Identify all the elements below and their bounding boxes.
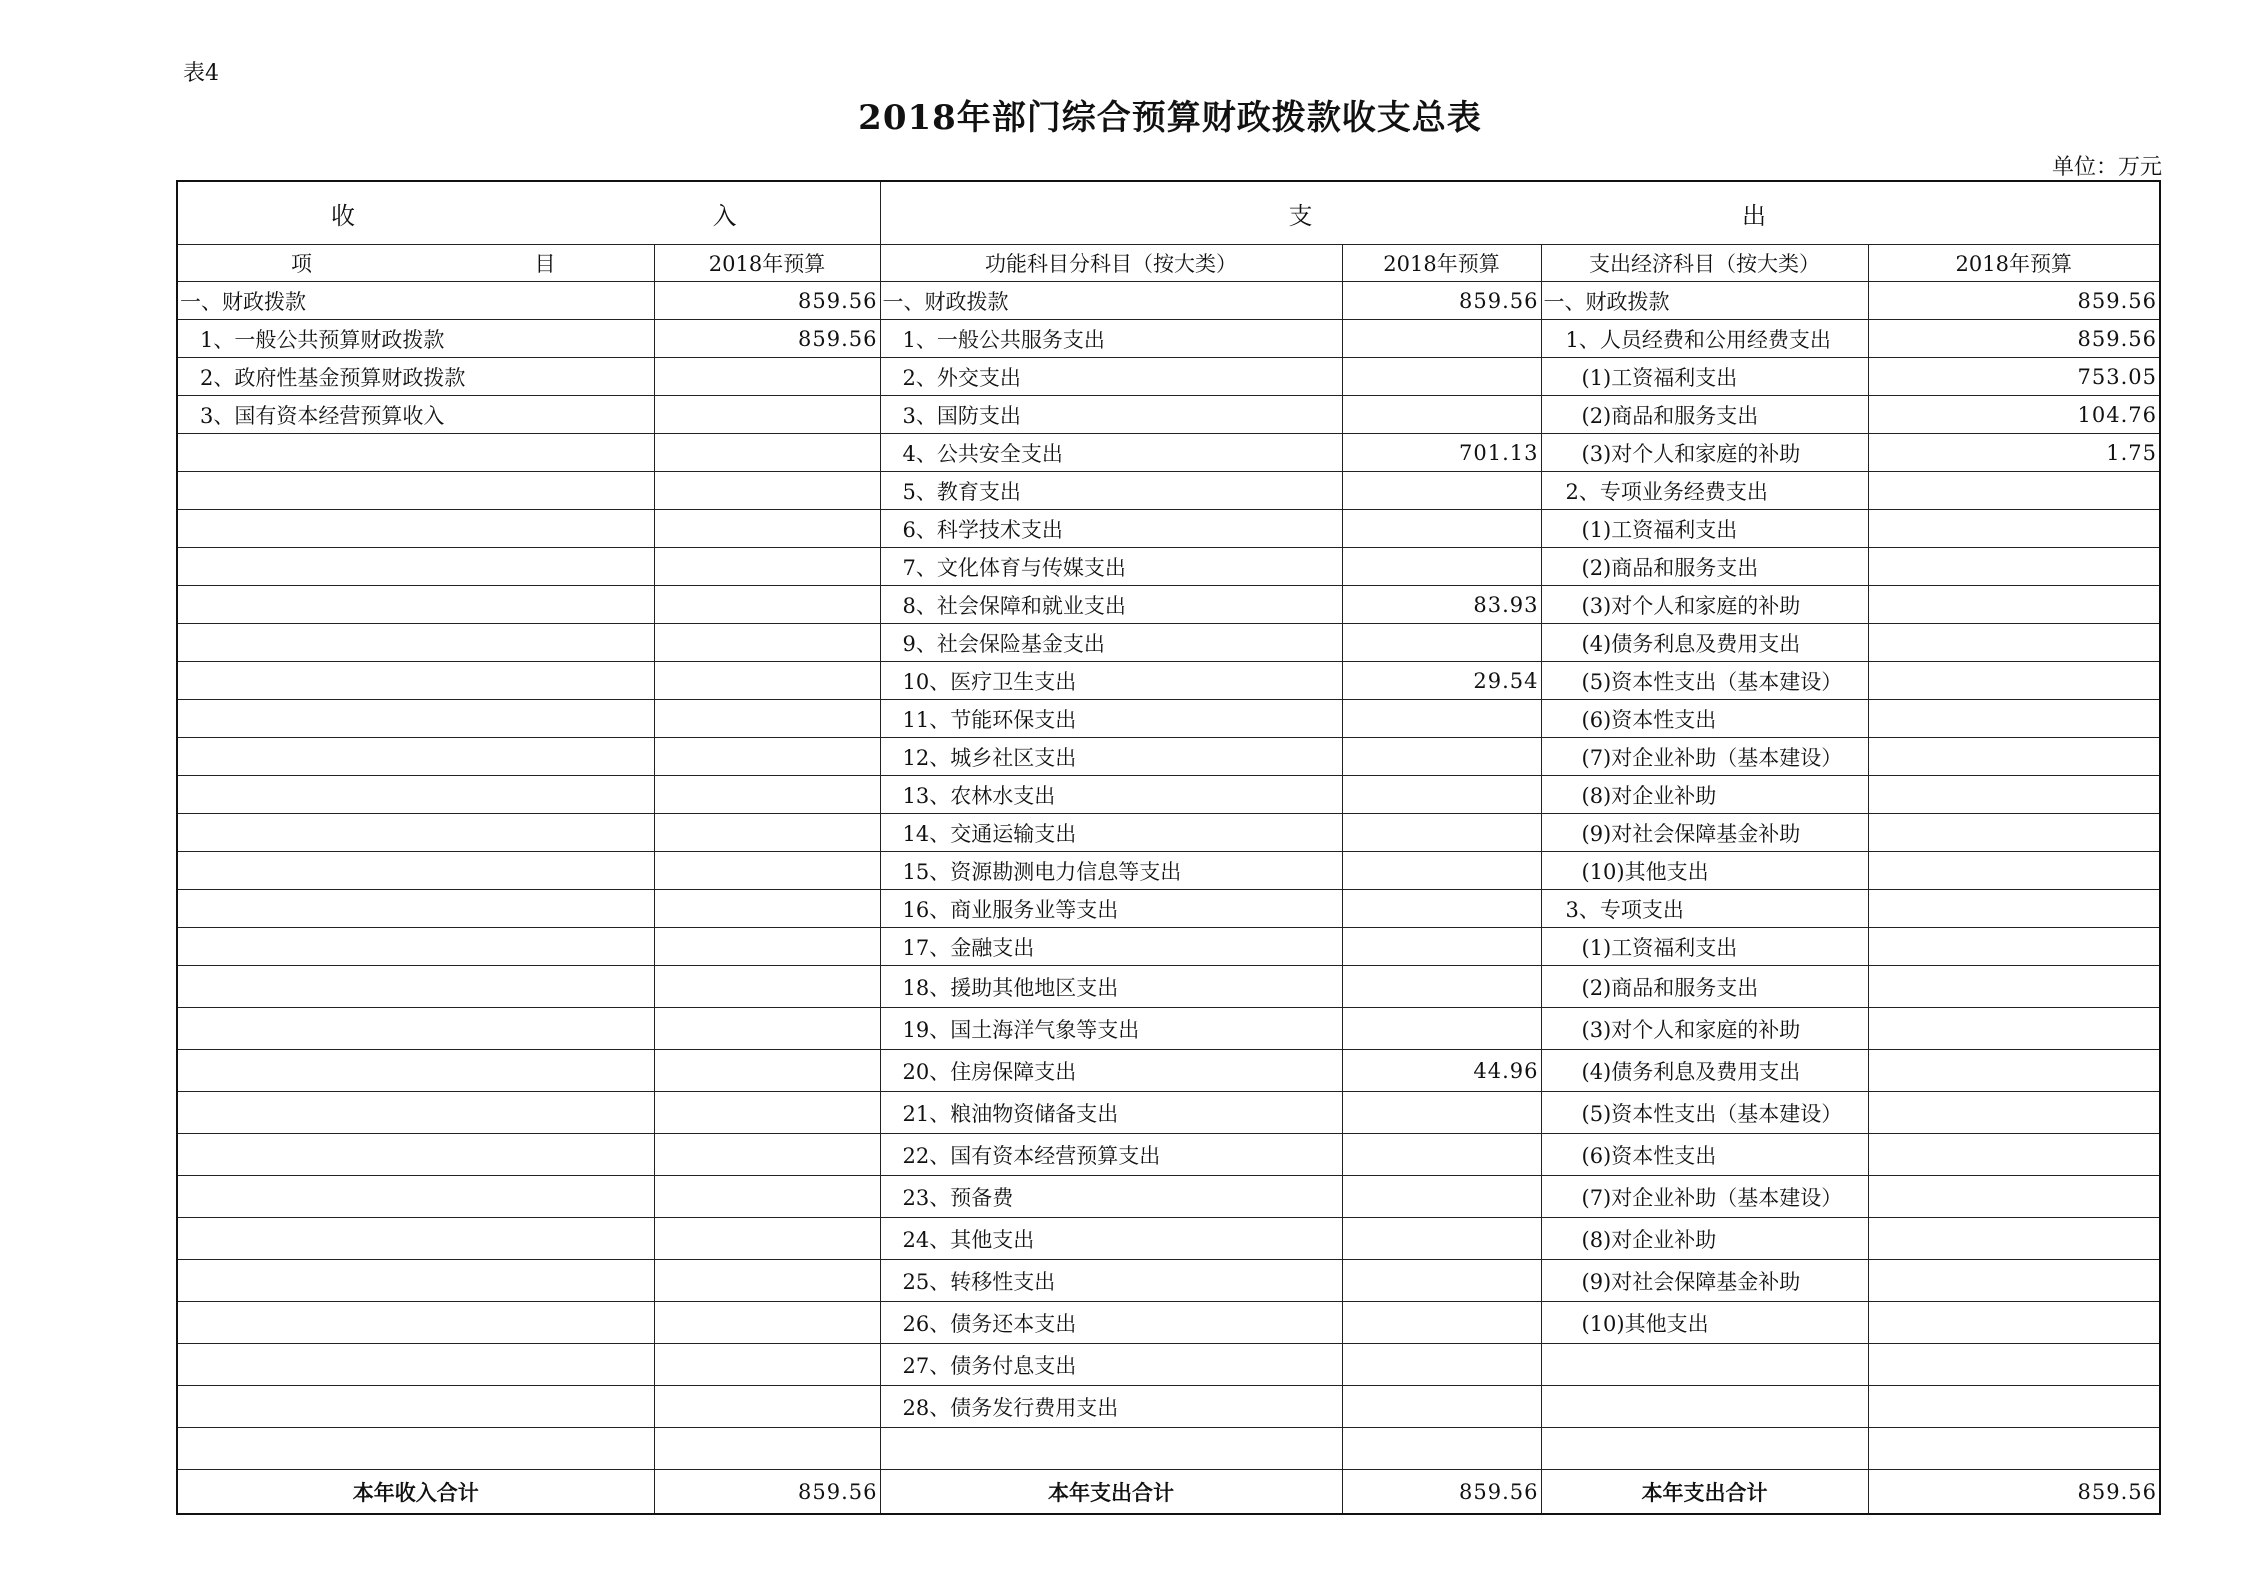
func-amount-cell xyxy=(1342,966,1541,1008)
func-amount-cell: 83.93 xyxy=(1342,586,1541,624)
econ-amount-cell xyxy=(1868,852,2160,890)
func-item-cell: 28、债务发行费用支出 xyxy=(880,1386,1342,1428)
col-header-item-right: 目 xyxy=(534,252,556,276)
econ-item-cell: (2)商品和服务支出 xyxy=(1541,396,1868,434)
func-amount-cell xyxy=(1342,1134,1541,1176)
func-item-cell: 13、农林水支出 xyxy=(880,776,1342,814)
table-row xyxy=(177,966,2160,1008)
table-row xyxy=(177,282,2160,320)
func-item-cell xyxy=(880,1428,1342,1470)
func-amount-cell xyxy=(1342,1092,1541,1134)
income-item-cell xyxy=(177,1050,654,1092)
econ-amount-cell xyxy=(1868,1092,2160,1134)
econ-item-cell: (4)债务利息及费用支出 xyxy=(1541,624,1868,662)
econ-amount-cell: 859.56 xyxy=(1868,320,2160,358)
econ-total-label: 本年支出合计 xyxy=(1541,1470,1868,1515)
header-row-sections xyxy=(177,181,2160,245)
econ-amount-cell xyxy=(1868,510,2160,548)
func-item-cell: 26、债务还本支出 xyxy=(880,1302,1342,1344)
table-row xyxy=(177,586,2160,624)
func-item-cell: 1、一般公共服务支出 xyxy=(880,320,1342,358)
budget-table xyxy=(176,180,2161,1515)
table-row xyxy=(177,1428,2160,1470)
expense-header-left: 支 xyxy=(1288,201,1313,230)
table-row xyxy=(177,738,2160,776)
table-row xyxy=(177,814,2160,852)
econ-item-cell: 2、专项业务经费支出 xyxy=(1541,472,1868,510)
econ-amount-cell xyxy=(1868,1218,2160,1260)
func-amount-cell xyxy=(1342,358,1541,396)
income-item-cell: 1、一般公共预算财政拨款 xyxy=(177,320,654,358)
econ-item-cell: (3)对个人和家庭的补助 xyxy=(1541,1008,1868,1050)
income-amount-cell xyxy=(654,548,880,586)
income-amount-cell xyxy=(654,1344,880,1386)
col-header-func: 功能科目分科目（按大类） xyxy=(880,245,1342,282)
econ-amount-cell: 1.75 xyxy=(1868,434,2160,472)
econ-item-cell xyxy=(1541,1428,1868,1470)
econ-item-cell: (7)对企业补助（基本建设） xyxy=(1541,1176,1868,1218)
econ-item-cell: (5)资本性支出（基本建设） xyxy=(1541,662,1868,700)
expense-header-right: 出 xyxy=(1742,201,1766,230)
income-item-cell xyxy=(177,1428,654,1470)
econ-item-cell: (2)商品和服务支出 xyxy=(1541,548,1868,586)
func-amount-cell xyxy=(1342,700,1541,738)
unit-label: 单位：万元 xyxy=(2051,155,2162,180)
econ-item-cell: (10)其他支出 xyxy=(1541,852,1868,890)
econ-amount-cell: 753.05 xyxy=(1868,358,2160,396)
col-header-item xyxy=(177,245,654,282)
page-label: 表4 xyxy=(183,61,219,86)
table-row xyxy=(177,1176,2160,1218)
func-item-cell: 14、交通运输支出 xyxy=(880,814,1342,852)
econ-amount-cell xyxy=(1868,1134,2160,1176)
table-row xyxy=(177,700,2160,738)
func-amount-cell xyxy=(1342,548,1541,586)
income-item-cell xyxy=(177,510,654,548)
econ-amount-cell xyxy=(1868,890,2160,928)
func-item-cell: 11、节能环保支出 xyxy=(880,700,1342,738)
func-item-cell: 7、文化体育与传媒支出 xyxy=(880,548,1342,586)
func-amount-cell xyxy=(1342,1428,1541,1470)
income-amount-cell xyxy=(654,586,880,624)
table-row xyxy=(177,624,2160,662)
income-amount-cell xyxy=(654,814,880,852)
income-amount-cell xyxy=(654,852,880,890)
econ-amount-cell xyxy=(1868,776,2160,814)
func-item-cell: 4、公共安全支出 xyxy=(880,434,1342,472)
income-item-cell xyxy=(177,776,654,814)
income-item-cell xyxy=(177,890,654,928)
table-row xyxy=(177,1092,2160,1134)
table-row xyxy=(177,928,2160,966)
func-item-cell: 12、城乡社区支出 xyxy=(880,738,1342,776)
income-item-cell: 一、财政拨款 xyxy=(177,282,654,320)
func-item-cell: 一、财政拨款 xyxy=(880,282,1342,320)
econ-total-amount: 859.56 xyxy=(1868,1470,2160,1515)
table-row xyxy=(177,890,2160,928)
income-amount-cell xyxy=(654,472,880,510)
income-header-right: 入 xyxy=(712,201,737,230)
econ-item-cell: 一、财政拨款 xyxy=(1541,282,1868,320)
func-item-cell: 24、其他支出 xyxy=(880,1218,1342,1260)
econ-amount-cell xyxy=(1868,586,2160,624)
income-item-cell xyxy=(177,928,654,966)
econ-item-cell: 3、专项支出 xyxy=(1541,890,1868,928)
econ-item-cell: (3)对个人和家庭的补助 xyxy=(1541,586,1868,624)
income-header-left: 收 xyxy=(331,201,355,230)
income-amount-cell xyxy=(654,1092,880,1134)
func-amount-cell xyxy=(1342,472,1541,510)
econ-amount-cell xyxy=(1868,1050,2160,1092)
econ-amount-cell xyxy=(1868,624,2160,662)
income-amount-cell xyxy=(654,396,880,434)
func-item-cell: 19、国土海洋气象等支出 xyxy=(880,1008,1342,1050)
func-amount-cell xyxy=(1342,1260,1541,1302)
income-total-amount: 859.56 xyxy=(654,1470,880,1515)
econ-amount-cell xyxy=(1868,738,2160,776)
func-item-cell: 10、医疗卫生支出 xyxy=(880,662,1342,700)
func-item-cell: 16、商业服务业等支出 xyxy=(880,890,1342,928)
income-amount-cell xyxy=(654,434,880,472)
func-total-amount: 859.56 xyxy=(1342,1470,1541,1515)
income-total-label: 本年收入合计 xyxy=(177,1470,654,1515)
income-item-cell xyxy=(177,1386,654,1428)
func-amount-cell xyxy=(1342,1218,1541,1260)
income-section-header xyxy=(177,181,880,245)
econ-item-cell: (1)工资福利支出 xyxy=(1541,358,1868,396)
income-item-cell xyxy=(177,662,654,700)
income-amount-cell xyxy=(654,1386,880,1428)
income-amount-cell xyxy=(654,662,880,700)
income-item-cell xyxy=(177,738,654,776)
income-item-cell xyxy=(177,1218,654,1260)
func-amount-cell xyxy=(1342,738,1541,776)
table-row xyxy=(177,852,2160,890)
table-row xyxy=(177,1344,2160,1386)
income-item-cell xyxy=(177,1134,654,1176)
func-amount-cell: 859.56 xyxy=(1342,282,1541,320)
func-amount-cell xyxy=(1342,814,1541,852)
income-amount-cell xyxy=(654,1176,880,1218)
table-row xyxy=(177,1008,2160,1050)
econ-item-cell: (1)工资福利支出 xyxy=(1541,928,1868,966)
func-amount-cell xyxy=(1342,624,1541,662)
func-item-cell: 15、资源勘测电力信息等支出 xyxy=(880,852,1342,890)
income-item-cell: 3、国有资本经营预算收入 xyxy=(177,396,654,434)
func-amount-cell xyxy=(1342,890,1541,928)
func-item-cell: 20、住房保障支出 xyxy=(880,1050,1342,1092)
col-header-budget-econ: 2018年预算 xyxy=(1868,245,2160,282)
econ-amount-cell xyxy=(1868,966,2160,1008)
func-amount-cell xyxy=(1342,320,1541,358)
econ-item-cell xyxy=(1541,1386,1868,1428)
func-item-cell: 17、金融支出 xyxy=(880,928,1342,966)
econ-item-cell: (8)对企业补助 xyxy=(1541,776,1868,814)
func-amount-cell xyxy=(1342,1386,1541,1428)
table-row xyxy=(177,548,2160,586)
table-row xyxy=(177,434,2160,472)
econ-item-cell: (8)对企业补助 xyxy=(1541,1218,1868,1260)
func-item-cell: 18、援助其他地区支出 xyxy=(880,966,1342,1008)
func-amount-cell: 701.13 xyxy=(1342,434,1541,472)
income-amount-cell xyxy=(654,1260,880,1302)
econ-amount-cell xyxy=(1868,1302,2160,1344)
table-row xyxy=(177,662,2160,700)
table-row xyxy=(177,472,2160,510)
income-item-cell xyxy=(177,1302,654,1344)
income-amount-cell xyxy=(654,738,880,776)
income-item-cell: 2、政府性基金预算财政拨款 xyxy=(177,358,654,396)
income-amount-cell xyxy=(654,1050,880,1092)
func-amount-cell xyxy=(1342,510,1541,548)
econ-amount-cell xyxy=(1868,1176,2160,1218)
col-header-item-left: 项 xyxy=(291,252,312,276)
income-amount-cell xyxy=(654,966,880,1008)
func-total-label: 本年支出合计 xyxy=(880,1470,1342,1515)
table-row xyxy=(177,1386,2160,1428)
econ-amount-cell xyxy=(1868,700,2160,738)
table-row xyxy=(177,1302,2160,1344)
table-row xyxy=(177,1050,2160,1092)
income-amount-cell xyxy=(654,510,880,548)
econ-item-cell: (1)工资福利支出 xyxy=(1541,510,1868,548)
income-amount-cell xyxy=(654,624,880,662)
func-item-cell: 22、国有资本经营预算支出 xyxy=(880,1134,1342,1176)
income-item-cell xyxy=(177,852,654,890)
header-row-columns xyxy=(177,245,2160,282)
table-row xyxy=(177,510,2160,548)
econ-amount-cell xyxy=(1868,1008,2160,1050)
table-row xyxy=(177,776,2160,814)
econ-item-cell: (7)对企业补助（基本建设） xyxy=(1541,738,1868,776)
income-amount-cell: 859.56 xyxy=(654,282,880,320)
income-item-cell xyxy=(177,1092,654,1134)
table-row xyxy=(177,1218,2160,1260)
income-item-cell xyxy=(177,700,654,738)
func-item-cell: 25、转移性支出 xyxy=(880,1260,1342,1302)
income-item-cell xyxy=(177,1176,654,1218)
econ-amount-cell xyxy=(1868,1260,2160,1302)
econ-amount-cell: 859.56 xyxy=(1868,282,2160,320)
econ-item-cell xyxy=(1541,1344,1868,1386)
econ-item-cell: (5)资本性支出（基本建设） xyxy=(1541,1092,1868,1134)
econ-amount-cell xyxy=(1868,548,2160,586)
func-item-cell: 2、外交支出 xyxy=(880,358,1342,396)
income-amount-cell xyxy=(654,700,880,738)
func-item-cell: 3、国防支出 xyxy=(880,396,1342,434)
income-item-cell xyxy=(177,434,654,472)
col-header-budget-func: 2018年预算 xyxy=(1342,245,1541,282)
func-amount-cell xyxy=(1342,1302,1541,1344)
func-amount-cell xyxy=(1342,1176,1541,1218)
econ-amount-cell xyxy=(1868,1428,2160,1470)
econ-item-cell: (6)资本性支出 xyxy=(1541,1134,1868,1176)
income-amount-cell xyxy=(654,776,880,814)
func-item-cell: 8、社会保障和就业支出 xyxy=(880,586,1342,624)
table-row xyxy=(177,1260,2160,1302)
table-row xyxy=(177,1134,2160,1176)
income-item-cell xyxy=(177,624,654,662)
expense-section-header xyxy=(880,181,2160,245)
col-header-budget-income: 2018年预算 xyxy=(654,245,880,282)
income-amount-cell xyxy=(654,1134,880,1176)
totals-row xyxy=(177,1470,2160,1515)
econ-amount-cell xyxy=(1868,1344,2160,1386)
func-item-cell: 9、社会保险基金支出 xyxy=(880,624,1342,662)
econ-item-cell: (3)对个人和家庭的补助 xyxy=(1541,434,1868,472)
income-amount-cell: 859.56 xyxy=(654,320,880,358)
table-row xyxy=(177,358,2160,396)
income-item-cell xyxy=(177,966,654,1008)
income-amount-cell xyxy=(654,890,880,928)
func-amount-cell: 29.54 xyxy=(1342,662,1541,700)
income-item-cell xyxy=(177,1008,654,1050)
income-item-cell xyxy=(177,586,654,624)
econ-item-cell: (2)商品和服务支出 xyxy=(1541,966,1868,1008)
page-title: 2018年部门综合预算财政拨款收支总表 xyxy=(858,98,1482,138)
func-item-cell: 23、预备费 xyxy=(880,1176,1342,1218)
econ-amount-cell xyxy=(1868,1386,2160,1428)
income-amount-cell xyxy=(654,1428,880,1470)
table-row xyxy=(177,320,2160,358)
income-item-cell xyxy=(177,548,654,586)
econ-item-cell: (9)对社会保障基金补助 xyxy=(1541,814,1868,852)
econ-item-cell: (10)其他支出 xyxy=(1541,1302,1868,1344)
func-item-cell: 27、债务付息支出 xyxy=(880,1344,1342,1386)
econ-amount-cell xyxy=(1868,472,2160,510)
income-item-cell xyxy=(177,1260,654,1302)
func-item-cell: 5、教育支出 xyxy=(880,472,1342,510)
econ-amount-cell xyxy=(1868,662,2160,700)
func-amount-cell xyxy=(1342,776,1541,814)
income-amount-cell xyxy=(654,1008,880,1050)
func-amount-cell xyxy=(1342,852,1541,890)
income-amount-cell xyxy=(654,1218,880,1260)
income-amount-cell xyxy=(654,1302,880,1344)
econ-item-cell: 1、人员经费和公用经费支出 xyxy=(1541,320,1868,358)
func-amount-cell xyxy=(1342,1344,1541,1386)
econ-amount-cell: 104.76 xyxy=(1868,396,2160,434)
func-item-cell: 6、科学技术支出 xyxy=(880,510,1342,548)
income-amount-cell xyxy=(654,358,880,396)
income-item-cell xyxy=(177,814,654,852)
table-row xyxy=(177,396,2160,434)
func-amount-cell: 44.96 xyxy=(1342,1050,1541,1092)
col-header-econ: 支出经济科目（按大类） xyxy=(1541,245,1868,282)
income-item-cell xyxy=(177,472,654,510)
income-item-cell xyxy=(177,1344,654,1386)
func-amount-cell xyxy=(1342,928,1541,966)
func-amount-cell xyxy=(1342,1008,1541,1050)
income-amount-cell xyxy=(654,928,880,966)
econ-amount-cell xyxy=(1868,814,2160,852)
econ-item-cell: (6)资本性支出 xyxy=(1541,700,1868,738)
econ-item-cell: (9)对社会保障基金补助 xyxy=(1541,1260,1868,1302)
func-item-cell: 21、粮油物资储备支出 xyxy=(880,1092,1342,1134)
econ-item-cell: (4)债务利息及费用支出 xyxy=(1541,1050,1868,1092)
econ-amount-cell xyxy=(1868,928,2160,966)
func-amount-cell xyxy=(1342,396,1541,434)
